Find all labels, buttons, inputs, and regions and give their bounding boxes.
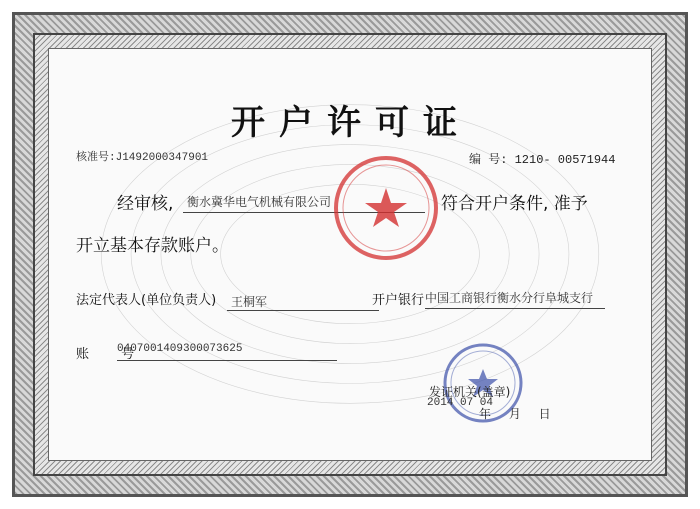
issuer-label: 发证机关(盖章) xyxy=(429,385,511,399)
issue-date: 2014 07 04 xyxy=(427,397,494,409)
account-type-text: 开立基本存款账户。 xyxy=(76,236,229,256)
certificate-paper xyxy=(48,48,652,461)
bank-label: 开户银行 xyxy=(372,293,425,308)
account-number: 0407001409300073625 xyxy=(117,343,337,361)
review-tail-text: 符合开户条件, 准予 xyxy=(441,194,588,214)
legal-rep-value: 王桐军 xyxy=(227,293,379,311)
certificate-title: 开户许可证 xyxy=(231,103,471,143)
date-units: 年 月 日 xyxy=(479,407,551,421)
red-seal-icon xyxy=(331,153,441,263)
approval-number: 核准号:J1492000347901 xyxy=(76,152,209,164)
legal-rep-label: 法定代表人(单位负责人) xyxy=(76,293,217,308)
account-label: 账 号 xyxy=(76,347,149,362)
bank-value: 中国工商银行衡水分行阜城支行 xyxy=(425,289,605,309)
serial-number: 编 号: 1210- 00571944 xyxy=(469,153,616,167)
review-lead-text: 经审核, xyxy=(117,194,174,214)
company-name-field: 衡水冀华电气机械有限公司 xyxy=(183,191,425,213)
